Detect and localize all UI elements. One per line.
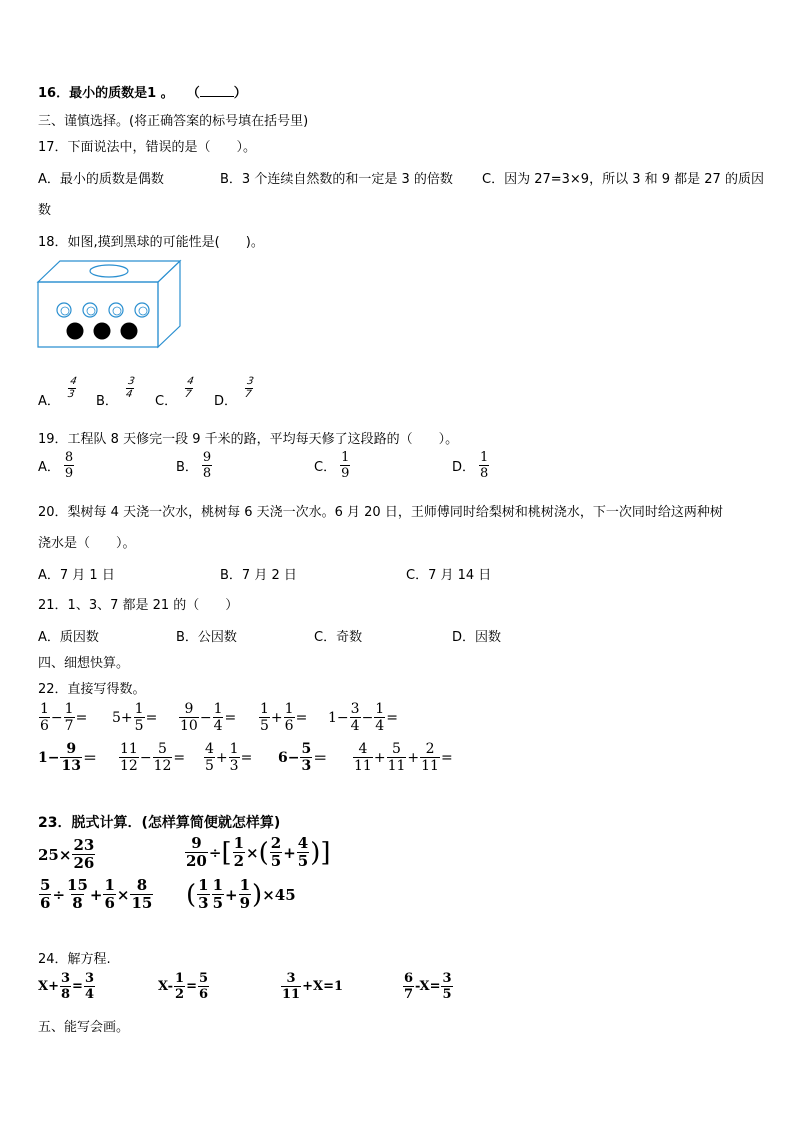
operator-text: +X=1 — [302, 979, 344, 994]
q21-option-d[interactable]: D．因数 — [452, 630, 502, 645]
operator: + — [270, 709, 283, 726]
numerator: 4 — [358, 741, 368, 757]
q17-option-a[interactable]: A．最小的质数是偶数 — [38, 172, 164, 187]
operator-text: ×45 — [262, 885, 296, 904]
equals-sign: = — [186, 979, 197, 994]
q18-option-d[interactable] — [214, 368, 254, 409]
numerator: 23 — [73, 836, 95, 854]
q21-stem: 21．1、3、7 都是 21 的（ ） — [38, 598, 239, 613]
q19-option-c[interactable] — [314, 451, 351, 480]
denominator: 15 — [131, 894, 153, 912]
fraction — [183, 377, 195, 400]
fraction — [134, 702, 145, 733]
numerator: 9 — [202, 450, 212, 465]
numerator: 1 — [175, 971, 185, 986]
numerator: 1 — [64, 701, 74, 717]
operator: + — [215, 749, 228, 766]
denominator: 7 — [243, 389, 253, 400]
operator-text: 6− — [278, 749, 300, 766]
fraction — [300, 742, 312, 773]
denominator: 12 — [153, 758, 172, 774]
right-bracket: ] — [320, 837, 331, 868]
q21-option-c[interactable]: C．奇数 — [314, 630, 363, 645]
denominator: 5 — [134, 718, 144, 734]
numerator: 3 — [84, 971, 94, 986]
operator-text: 1− — [328, 709, 349, 726]
denominator: 9 — [341, 466, 350, 481]
denominator: 6 — [198, 987, 209, 1002]
operator-text: X+ — [38, 979, 59, 994]
denominator: 11 — [354, 758, 372, 774]
denominator: 5 — [260, 718, 269, 734]
numerator: 8 — [136, 876, 148, 894]
equals-sign: = — [386, 709, 398, 726]
box-opening — [90, 265, 128, 277]
operator-text: 25× — [38, 845, 72, 864]
fraction — [84, 972, 95, 1001]
denominator: 20 — [186, 852, 207, 870]
q22-row2-expression[interactable] — [203, 742, 252, 773]
denominator: 11 — [421, 758, 439, 774]
fraction — [233, 836, 245, 869]
numerator: 3 — [60, 971, 71, 986]
numerator: 1 — [213, 701, 223, 717]
option-label: B． — [96, 394, 118, 409]
fraction — [119, 742, 139, 773]
numerator: 4 — [297, 834, 309, 852]
option-label: D． — [452, 460, 476, 475]
denominator: 4 — [350, 718, 360, 734]
equals-sign: = — [295, 709, 308, 726]
left-paren: ( — [186, 879, 197, 910]
left-bracket: [ — [221, 837, 232, 868]
fraction — [353, 742, 373, 773]
denominator: 3 — [229, 758, 239, 774]
fraction — [350, 702, 361, 733]
q24-equation-3[interactable] — [280, 972, 343, 1001]
numerator: 1 — [104, 876, 115, 894]
denominator: 2 — [233, 852, 245, 870]
numerator: 5 — [40, 876, 51, 894]
q16-answer-blank[interactable] — [200, 85, 234, 97]
fraction — [103, 878, 115, 911]
fraction — [479, 451, 489, 480]
operator: − — [50, 709, 63, 726]
numerator: 11 — [120, 741, 138, 757]
numerator: 1 — [198, 876, 209, 894]
q17-option-c[interactable]: C．因为 27=3×9，所以 3 和 9 都是 27 的质因 — [482, 172, 764, 187]
fraction — [185, 836, 208, 869]
option-label: A． — [38, 460, 60, 475]
q24-equation-1[interactable] — [38, 972, 96, 1001]
denominator: 11 — [387, 758, 406, 774]
q20-stem-wrap: 浇水是（ ）。 — [38, 536, 136, 551]
denominator: 9 — [64, 466, 74, 481]
equals-sign: = — [145, 709, 158, 726]
fraction — [281, 972, 301, 1001]
numerator: 8 — [64, 450, 74, 465]
denominator: 7 — [64, 718, 74, 734]
black-ball — [67, 323, 84, 340]
fraction — [284, 702, 295, 733]
denominator: 4 — [84, 987, 94, 1002]
operator: × — [116, 885, 130, 904]
denominator: 5 — [270, 852, 282, 870]
denominator: 6 — [40, 718, 49, 734]
denominator: 10 — [180, 718, 198, 734]
numerator: 2 — [270, 834, 282, 852]
numerator: 1 — [134, 701, 144, 717]
q22-row1-expression[interactable] — [178, 702, 236, 733]
white-balls — [57, 303, 149, 317]
fraction — [204, 742, 215, 773]
denominator: 6 — [284, 718, 294, 734]
fraction — [420, 742, 440, 773]
operator-text: -X= — [415, 979, 441, 994]
q20-option-a[interactable]: A．7 月 1 日 — [38, 568, 115, 583]
equals-sign: = — [440, 749, 453, 766]
q19-option-a[interactable] — [38, 451, 75, 480]
operator-text: 1− — [38, 749, 60, 766]
denominator: 9 — [239, 894, 251, 912]
denominator: 26 — [73, 854, 95, 872]
operator: − — [361, 709, 374, 726]
q22-stem: 22．直接写得数。 — [38, 682, 146, 697]
numerator: 6 — [404, 971, 414, 986]
q23-expression-2[interactable] — [184, 836, 331, 869]
numerator: 1 — [239, 876, 251, 894]
option-label: D． — [214, 394, 238, 409]
denominator: 4 — [375, 718, 385, 734]
denominator: 4 — [124, 389, 134, 400]
numerator: 1 — [229, 741, 239, 757]
q18-option-b[interactable] — [96, 368, 135, 409]
operator: + — [373, 749, 386, 766]
fraction — [403, 972, 414, 1001]
fraction — [64, 702, 75, 733]
numerator: 5 — [158, 741, 167, 757]
denominator: 7 — [184, 389, 193, 400]
denominator: 3 — [301, 758, 312, 774]
fraction — [213, 702, 224, 733]
q17-option-c-wrap: 数 — [38, 203, 52, 218]
denominator: 6 — [104, 894, 115, 912]
option-label: C． — [155, 394, 178, 409]
numerator: 3 — [286, 971, 296, 986]
fraction — [174, 972, 185, 1001]
numerator: 1 — [375, 701, 385, 717]
denominator: 5 — [212, 894, 224, 912]
q21-option-b[interactable]: B．公因数 — [176, 630, 237, 645]
q22-row1-expression[interactable] — [112, 702, 157, 733]
denominator: 5 — [297, 852, 309, 870]
q19-option-b[interactable] — [176, 451, 213, 480]
numerator: 9 — [191, 834, 202, 852]
q22-row1-expression[interactable] — [258, 702, 307, 733]
denominator: 8 — [60, 987, 71, 1002]
q22-row2-expression[interactable] — [38, 742, 97, 773]
black-ball — [94, 323, 111, 340]
numerator: 15 — [67, 876, 88, 894]
denominator: 11 — [282, 987, 301, 1002]
fraction — [259, 702, 270, 733]
numerator: 3 — [246, 376, 255, 387]
q18-option-c[interactable] — [155, 368, 194, 409]
fraction — [243, 377, 255, 400]
option-label: B． — [176, 460, 198, 475]
fraction — [39, 878, 51, 911]
denominator: 2 — [175, 987, 185, 1002]
q19-stem: 19．工程队 8 天修完一段 9 千米的路，平均每天修了这段路的（ ）。 — [38, 432, 459, 447]
fraction — [202, 451, 212, 480]
q22-row2-expression[interactable] — [118, 742, 185, 773]
option-label: C． — [314, 460, 337, 475]
q18-option-a[interactable] — [38, 368, 77, 409]
q24-equation-4[interactable] — [402, 972, 454, 1001]
q21-option-a[interactable]: A．质因数 — [38, 630, 99, 645]
numerator: 2 — [425, 741, 435, 757]
right-paren: ) — [252, 879, 263, 910]
option-label: A． — [38, 394, 60, 409]
numerator: 4 — [205, 741, 214, 757]
q22-row1-expression[interactable] — [328, 702, 398, 733]
denominator: 3 — [198, 894, 209, 912]
operator-text: 5+ — [112, 709, 133, 726]
operator: + — [407, 749, 420, 766]
numerator: 1 — [212, 876, 224, 894]
operator: ÷ — [52, 885, 66, 904]
fraction — [340, 451, 350, 480]
fraction — [270, 836, 282, 869]
q20-option-c[interactable]: C．7 月 14 日 — [406, 568, 492, 583]
denominator: 6 — [40, 894, 51, 912]
denominator: 8 — [72, 894, 83, 912]
numerator: 3 — [127, 376, 136, 387]
numerator: 9 — [184, 701, 194, 717]
equals-sign: ＝ — [313, 750, 328, 767]
operator: + — [225, 885, 238, 904]
operator: − — [139, 749, 152, 766]
numerator: 1 — [233, 834, 245, 852]
denominator: 4 — [213, 718, 223, 734]
operator: ÷ — [208, 843, 222, 862]
q17-stem: 17．下面说法中，错误的是（ ）。 — [38, 140, 257, 155]
denominator: 3 — [66, 389, 76, 400]
fraction — [212, 878, 224, 911]
operator: + — [283, 843, 296, 862]
numerator: 1 — [40, 701, 49, 717]
numerator: 3 — [442, 971, 452, 986]
numerator: 5 — [198, 971, 209, 986]
numerator: 5 — [392, 741, 401, 757]
fraction — [297, 836, 309, 869]
fraction — [39, 702, 50, 733]
fraction — [153, 742, 173, 773]
denominator: 8 — [480, 466, 489, 481]
fraction — [60, 742, 81, 773]
numerator: 3 — [350, 701, 360, 717]
denominator: 5 — [205, 758, 214, 774]
numerator: 4 — [186, 376, 195, 387]
fraction — [387, 742, 407, 773]
fraction — [374, 702, 385, 733]
equals-sign: = — [72, 979, 83, 994]
fraction — [229, 742, 240, 773]
operator: × — [246, 843, 259, 862]
numerator: 4 — [69, 376, 78, 387]
q22-row2-expression[interactable] — [352, 742, 453, 773]
numerator: 5 — [301, 741, 312, 757]
section3-heading: 三、谨慎选择。(将正确答案的标号填在括号里) — [38, 114, 309, 129]
equals-sign: = — [173, 749, 186, 766]
numerator: 1 — [341, 450, 350, 465]
fraction — [72, 838, 95, 871]
numerator: 1 — [480, 450, 489, 465]
fraction — [197, 878, 209, 911]
q19-option-d[interactable] — [452, 451, 490, 480]
operator-text: X- — [158, 979, 174, 994]
equals-sign: ＝ — [82, 750, 97, 767]
fraction — [239, 878, 251, 911]
section5-heading: 五、能写会画。 — [38, 1020, 130, 1035]
equals-sign: = — [240, 749, 253, 766]
fraction — [124, 377, 136, 400]
denominator: 7 — [404, 987, 414, 1002]
q23-stem: 23．脱式计算．(怎样算简便就怎样算) — [38, 815, 281, 831]
left-paren: ( — [258, 837, 269, 868]
q24-stem: 24．解方程. — [38, 952, 111, 967]
right-paren: ) — [310, 837, 321, 868]
q23-expression-1[interactable] — [38, 838, 96, 871]
q22-row2-expression[interactable] — [278, 742, 327, 773]
denominator: 5 — [442, 987, 452, 1002]
q23-expression-4[interactable] — [186, 878, 296, 911]
denominator: 8 — [202, 466, 212, 481]
q22-row1-expression[interactable] — [38, 702, 87, 733]
fraction — [179, 702, 199, 733]
fraction — [66, 878, 89, 911]
ball-box-figure — [36, 258, 184, 352]
operator: − — [199, 709, 212, 726]
operator: + — [89, 885, 103, 904]
numerator: 1 — [260, 701, 269, 717]
fraction — [130, 878, 153, 911]
fraction — [441, 972, 452, 1001]
numerator: 9 — [66, 741, 77, 757]
numerator: 1 — [284, 701, 294, 717]
black-balls — [67, 323, 138, 340]
denominator: 12 — [120, 758, 138, 774]
denominator: 13 — [61, 758, 81, 774]
fraction — [64, 451, 74, 480]
section4-heading: 四、细想快算。 — [38, 656, 130, 671]
equals-sign: = — [75, 709, 88, 726]
q20-option-b[interactable]: B．7 月 2 日 — [220, 568, 297, 583]
q16-stem: 16．最小的质数是1 。 （ ） — [38, 86, 247, 101]
q18-stem: 18．如图,摸到黑球的可能性是( )。 — [38, 235, 264, 250]
equals-sign: = — [224, 709, 237, 726]
q17-option-b[interactable]: B．3 个连续自然数的和一定是 3 的倍数 — [220, 172, 453, 187]
fraction — [60, 972, 71, 1001]
q24-equation-2[interactable] — [158, 972, 210, 1001]
fraction — [198, 972, 209, 1001]
q23-expression-3[interactable] — [38, 878, 154, 911]
fraction — [66, 377, 78, 400]
black-ball — [121, 323, 138, 340]
q20-stem: 20．梨树每 4 天浇一次水，桃树每 6 天浇一次水。6 月 20 日，王师傅同时给梨树和桃树浇水，下一次同时给这两种树 — [38, 505, 723, 520]
